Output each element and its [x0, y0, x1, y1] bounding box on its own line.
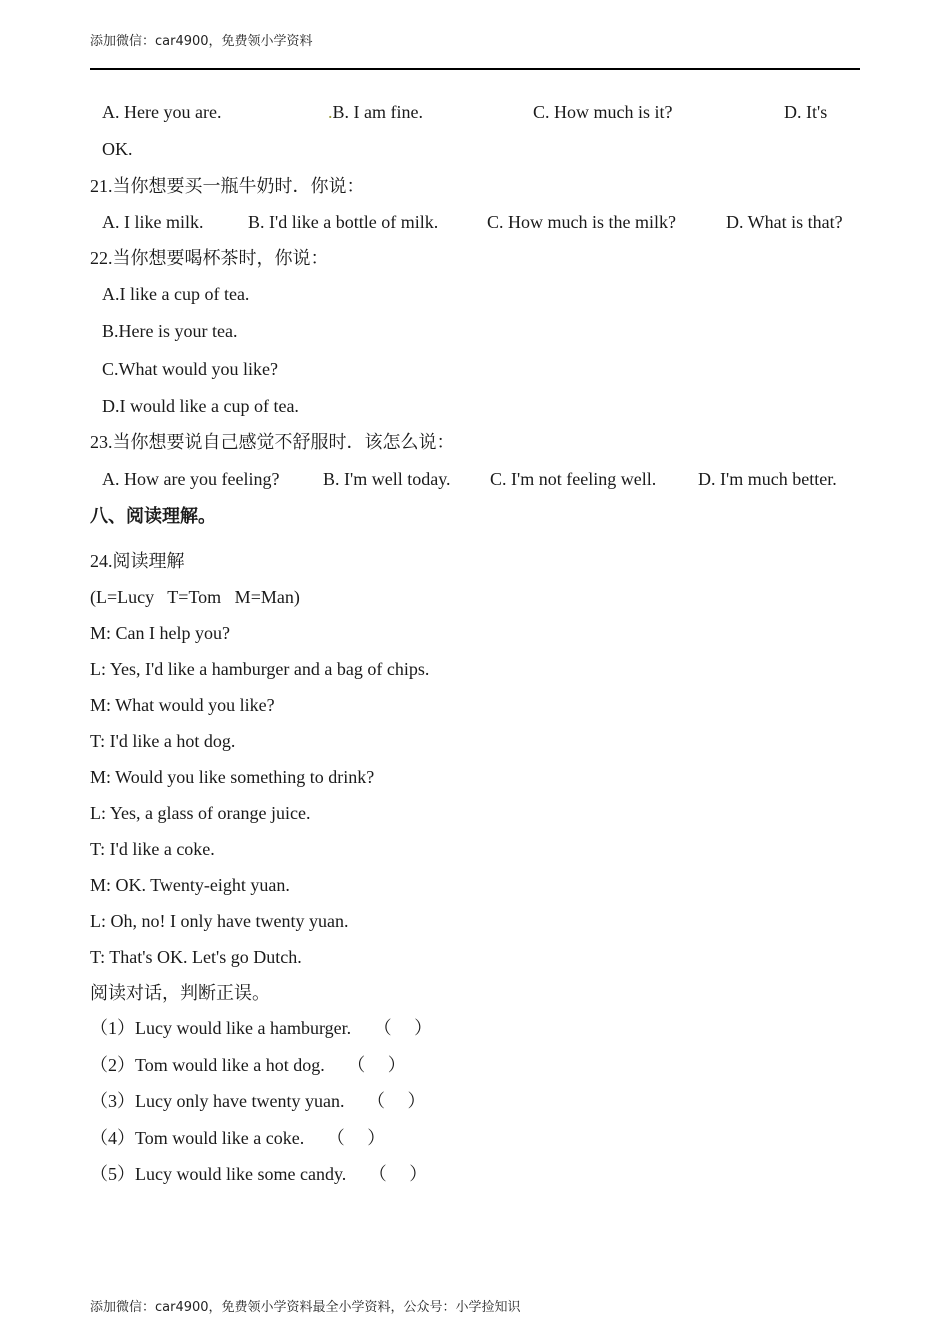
dialogue-line: M: OK. Twenty-eight yuan.	[90, 875, 290, 895]
q22-option-c: C.What would you like?	[102, 359, 278, 379]
q20-option-c: C. How much is it?	[533, 102, 673, 122]
section-title-reading: 八、阅读理解。	[90, 506, 216, 526]
q23-option-d: D. I'm much better.	[698, 469, 837, 489]
true-false-item: （3）Lucy only have twenty yuan. （ ）	[90, 1091, 426, 1111]
dialogue-line: M: Can I help you?	[90, 623, 230, 643]
q22-stem: 22.当你想要喝杯茶时，你说：	[90, 248, 329, 268]
q20-option-b-dot: .	[328, 102, 333, 122]
q24-instruction: 阅读对话，判断正误。	[90, 983, 270, 1003]
header-rule	[90, 68, 860, 70]
true-false-item: （5）Lucy would like some candy. （ ）	[90, 1164, 428, 1184]
q22-option-a: A.I like a cup of tea.	[102, 284, 250, 304]
page-header: 添加微信：car4900，免费领小学资料	[90, 34, 313, 49]
q22-option-b: B.Here is your tea.	[102, 321, 238, 341]
q21-option-a: A. I like milk.	[102, 212, 204, 232]
dialogue-line: M: Would you like something to drink?	[90, 767, 375, 787]
q22-option-d: D.I would like a cup of tea.	[102, 396, 299, 416]
q21-option-b: B. I'd like a bottle of milk.	[248, 212, 439, 232]
page-footer: 添加微信：car4900，免费领小学资料最全小学资料，公众号：小学捡知识	[90, 1300, 521, 1315]
q24-stem: 24.阅读理解	[90, 551, 185, 571]
q21-stem: 21.当你想要买一瓶牛奶时．你说：	[90, 176, 365, 196]
q20-option-b-text: B. I am fine.	[332, 102, 423, 122]
dialogue-line: M: What would you like?	[90, 695, 275, 715]
q20-option-b	[328, 103, 423, 121]
dialogue-line: L: Yes, I'd like a hamburger and a bag of chips.	[90, 659, 430, 679]
q21-option-c: C. How much is the milk?	[487, 212, 676, 232]
q20-option-d: D. It's	[784, 102, 828, 122]
dialogue-line: T: I'd like a hot dog.	[90, 731, 236, 751]
q23-option-c: C. I'm not feeling well.	[490, 469, 657, 489]
q20-option-d-cont: OK.	[102, 139, 133, 159]
q20-option-a: A. Here you are.	[102, 102, 222, 122]
true-false-item: （4）Tom would like a coke. （ ）	[90, 1128, 386, 1148]
dialogue-line: L: Yes, a glass of orange juice.	[90, 803, 311, 823]
q23-stem: 23.当你想要说自己感觉不舒服时．该怎么说：	[90, 432, 455, 452]
dialogue-line: T: That's OK. Let's go Dutch.	[90, 947, 302, 967]
q24-legend: (L=Lucy T=Tom M=Man)	[90, 587, 300, 607]
q23-option-b: B. I'm well today.	[323, 469, 451, 489]
true-false-item: （2）Tom would like a hot dog. （ ）	[90, 1055, 406, 1075]
q23-option-a: A. How are you feeling?	[102, 469, 280, 489]
q21-option-d: D. What is that?	[726, 212, 843, 232]
dialogue-line: T: I'd like a coke.	[90, 839, 215, 859]
dialogue-line: L: Oh, no! I only have twenty yuan.	[90, 911, 349, 931]
true-false-item: （1）Lucy would like a hamburger. （ ）	[90, 1018, 433, 1038]
